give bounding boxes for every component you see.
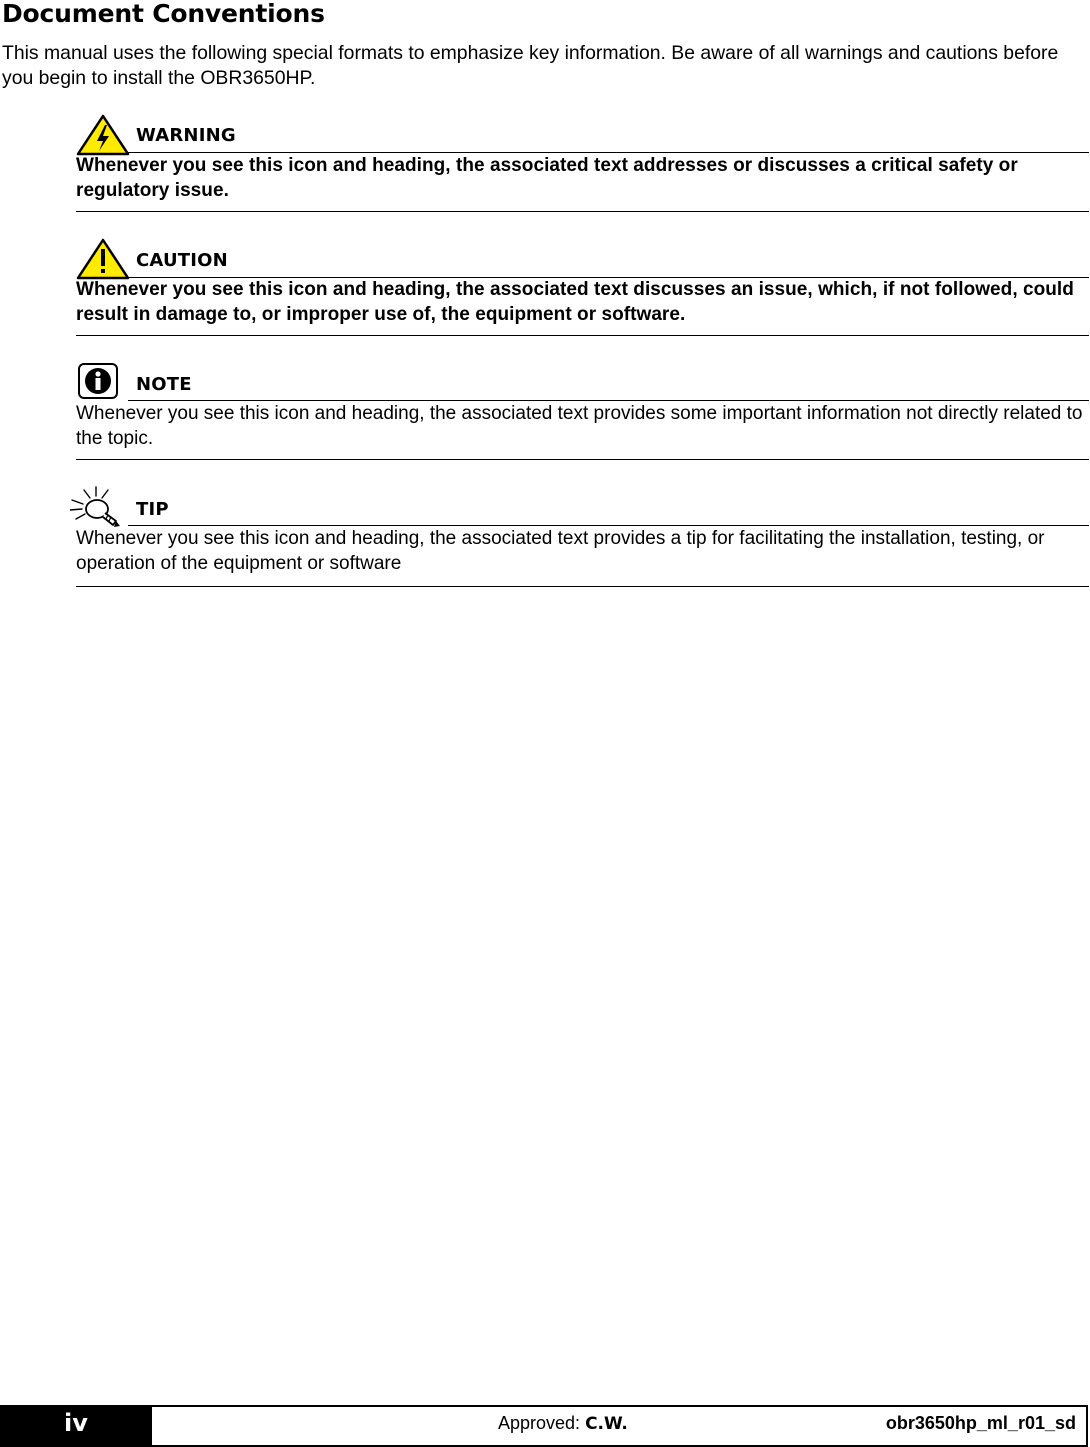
- page-footer: [0, 1405, 1090, 1447]
- note-bottom-rule: [76, 459, 1089, 460]
- tip-bottom-rule: [76, 586, 1089, 587]
- note-notice: [76, 362, 1089, 462]
- tip-text: Whenever you see this icon and heading, the associated text provides a tip for facilitating the installation, testing, or operation of the equipment or software: [76, 528, 1045, 574]
- caution-notice: [76, 238, 1089, 338]
- caution-text: Whenever you see this icon and heading, the associated text discusses an issue, which, if not followed, could result in damage to, or improper use of, the equipment or software.: [76, 279, 1074, 325]
- caution-heading: CAUTION: [136, 250, 228, 271]
- page-title: Document Conventions: [2, 0, 325, 28]
- intro-paragraph: This manual uses the following special formats to emphasize key information. Be aware of all warnings and cautions before you begin to install the OBR3650HP.: [2, 42, 1059, 89]
- tip-notice: [76, 486, 1089, 588]
- approved-label: Approved:: [498, 1413, 581, 1433]
- tip-heading: TIP: [136, 499, 169, 520]
- warning-notice: [76, 114, 1089, 214]
- caution-bottom-rule: [76, 335, 1089, 336]
- warning-text: Whenever you see this icon and heading, the associated text addresses or discusses a critical safety or regulatory issue.: [76, 155, 1018, 201]
- document-id: obr3650hp_ml_r01_sd: [885, 1413, 1076, 1433]
- page-number: iv: [0, 1405, 152, 1447]
- approval-line: [498, 1413, 628, 1434]
- warning-heading: WARNING: [136, 125, 236, 146]
- note-heading: NOTE: [136, 374, 192, 395]
- note-text: Whenever you see this icon and heading, the associated text provides some important information not directly related to the topic.: [76, 403, 1083, 449]
- approver-initials: C.W.: [585, 1414, 628, 1434]
- footer-bar: [152, 1405, 1088, 1447]
- warning-bottom-rule: [76, 211, 1089, 212]
